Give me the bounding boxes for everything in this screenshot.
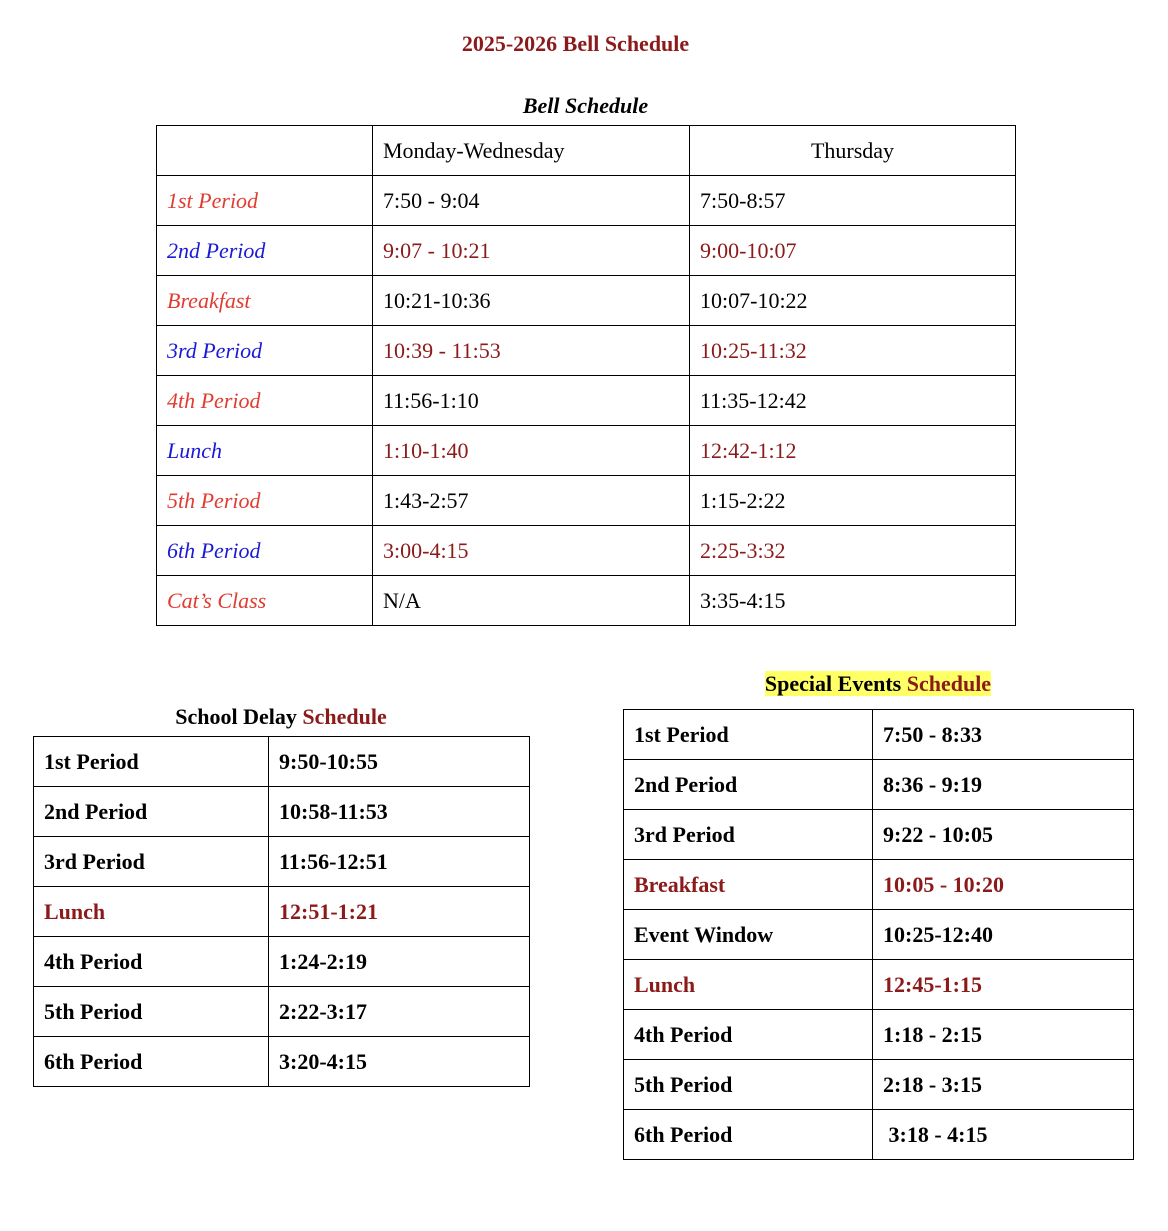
header-cell-empty bbox=[157, 126, 373, 176]
mw-time-cell: 3:00-4:15 bbox=[373, 526, 690, 576]
period-cell: 6th Period bbox=[34, 1037, 269, 1087]
period-cell: 4th Period bbox=[34, 937, 269, 987]
header-cell-thursday: Thursday bbox=[690, 126, 1016, 176]
thu-time-cell: 3:35-4:15 bbox=[690, 576, 1016, 626]
special-events-table bbox=[623, 709, 1134, 1160]
time-cell: 10:58-11:53 bbox=[269, 787, 530, 837]
time-cell: 9:22 - 10:05 bbox=[873, 810, 1134, 860]
time-cell: 2:22-3:17 bbox=[269, 987, 530, 1037]
time-cell: 2:18 - 3:15 bbox=[873, 1060, 1134, 1110]
table-row bbox=[157, 326, 1016, 376]
thu-time-cell: 12:42-1:12 bbox=[690, 426, 1016, 476]
table-row bbox=[34, 737, 530, 787]
table-header-row bbox=[157, 126, 1016, 176]
mw-time-cell: 7:50 - 9:04 bbox=[373, 176, 690, 226]
table-row bbox=[624, 910, 1134, 960]
school-delay-caption-schedule: Schedule bbox=[302, 704, 387, 729]
table-row bbox=[157, 276, 1016, 326]
thu-time-cell: 1:15-2:22 bbox=[690, 476, 1016, 526]
special-events-caption-schedule: Schedule bbox=[906, 671, 992, 696]
period-cell: 5th Period bbox=[157, 476, 373, 526]
table-row bbox=[624, 710, 1134, 760]
time-cell: 3:20-4:15 bbox=[269, 1037, 530, 1087]
school-delay-table bbox=[33, 736, 530, 1087]
table-row bbox=[624, 1110, 1134, 1160]
table-row bbox=[624, 860, 1134, 910]
special-events-caption-highlight bbox=[765, 671, 991, 696]
table-row bbox=[157, 426, 1016, 476]
thu-time-cell: 11:35-12:42 bbox=[690, 376, 1016, 426]
period-cell: 4th Period bbox=[157, 376, 373, 426]
special-events-caption-label: Special Events bbox=[764, 671, 902, 696]
period-cell: 3rd Period bbox=[34, 837, 269, 887]
period-cell: 4th Period bbox=[624, 1010, 873, 1060]
time-cell: 11:56-12:51 bbox=[269, 837, 530, 887]
time-cell: 10:05 - 10:20 bbox=[873, 860, 1134, 910]
period-cell: 1st Period bbox=[157, 176, 373, 226]
period-cell: Lunch bbox=[624, 960, 873, 1010]
mw-time-cell: N/A bbox=[373, 576, 690, 626]
school-delay-caption-label: School Delay bbox=[175, 704, 297, 729]
table-row bbox=[34, 887, 530, 937]
bell-schedule-caption: Bell Schedule bbox=[522, 93, 649, 118]
period-cell: 1st Period bbox=[34, 737, 269, 787]
mw-time-cell: 1:10-1:40 bbox=[373, 426, 690, 476]
mw-time-cell: 10:39 - 11:53 bbox=[373, 326, 690, 376]
thu-time-cell: 10:07-10:22 bbox=[690, 276, 1016, 326]
table-row bbox=[624, 960, 1134, 1010]
period-cell: 3rd Period bbox=[624, 810, 873, 860]
time-cell: 9:50-10:55 bbox=[269, 737, 530, 787]
period-cell: Breakfast bbox=[157, 276, 373, 326]
bell-schedule-table bbox=[156, 125, 1016, 626]
time-cell: 3:18 - 4:15 bbox=[873, 1110, 1134, 1160]
thu-time-cell: 10:25-11:32 bbox=[690, 326, 1016, 376]
period-cell: 3rd Period bbox=[157, 326, 373, 376]
table-row bbox=[157, 576, 1016, 626]
period-cell: 1st Period bbox=[624, 710, 873, 760]
table-row bbox=[34, 937, 530, 987]
table-row bbox=[624, 810, 1134, 860]
thu-time-cell: 7:50-8:57 bbox=[690, 176, 1016, 226]
period-cell: Lunch bbox=[157, 426, 373, 476]
table-row bbox=[157, 226, 1016, 276]
period-cell: Event Window bbox=[624, 910, 873, 960]
table-row bbox=[157, 376, 1016, 426]
school-delay-caption bbox=[33, 704, 529, 730]
period-cell: 6th Period bbox=[157, 526, 373, 576]
table-row bbox=[34, 787, 530, 837]
header-cell-monday-wednesday: Monday-Wednesday bbox=[373, 126, 690, 176]
table-row bbox=[34, 1037, 530, 1087]
table-row bbox=[624, 760, 1134, 810]
time-cell: 12:45-1:15 bbox=[873, 960, 1134, 1010]
table-row bbox=[157, 176, 1016, 226]
thu-time-cell: 9:00-10:07 bbox=[690, 226, 1016, 276]
period-cell: 5th Period bbox=[34, 987, 269, 1037]
mw-time-cell: 9:07 - 10:21 bbox=[373, 226, 690, 276]
table-row bbox=[34, 987, 530, 1037]
time-cell: 12:51-1:21 bbox=[269, 887, 530, 937]
mw-time-cell: 1:43-2:57 bbox=[373, 476, 690, 526]
time-cell: 7:50 - 8:33 bbox=[873, 710, 1134, 760]
thu-time-cell: 2:25-3:32 bbox=[690, 526, 1016, 576]
table-row bbox=[157, 476, 1016, 526]
table-row bbox=[624, 1010, 1134, 1060]
period-cell: Cat’s Class bbox=[157, 576, 373, 626]
table-row bbox=[34, 837, 530, 887]
period-cell: Lunch bbox=[34, 887, 269, 937]
special-events-caption bbox=[623, 671, 1133, 697]
table-row bbox=[624, 1060, 1134, 1110]
period-cell: 2nd Period bbox=[34, 787, 269, 837]
mw-time-cell: 10:21-10:36 bbox=[373, 276, 690, 326]
time-cell: 1:18 - 2:15 bbox=[873, 1010, 1134, 1060]
period-cell: 5th Period bbox=[624, 1060, 873, 1110]
time-cell: 1:24-2:19 bbox=[269, 937, 530, 987]
period-cell: 2nd Period bbox=[624, 760, 873, 810]
mw-time-cell: 11:56-1:10 bbox=[373, 376, 690, 426]
period-cell: Breakfast bbox=[624, 860, 873, 910]
time-cell: 10:25-12:40 bbox=[873, 910, 1134, 960]
table-row bbox=[157, 526, 1016, 576]
period-cell: 6th Period bbox=[624, 1110, 873, 1160]
time-cell: 8:36 - 9:19 bbox=[873, 760, 1134, 810]
period-cell: 2nd Period bbox=[157, 226, 373, 276]
page-title: 2025-2026 Bell Schedule bbox=[461, 31, 690, 56]
